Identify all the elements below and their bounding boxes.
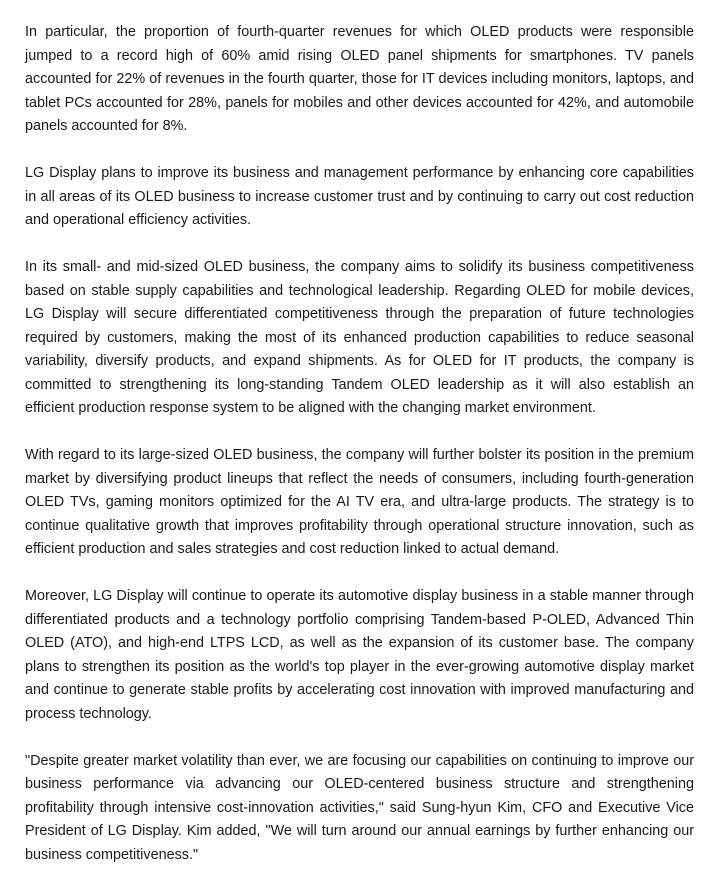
- article-body: [25, 21, 694, 867]
- paragraph-automotive: Moreover, LG Display will continue to operate its automotive display business in a stable manner through differentiated products and a technology portfolio comprising Tandem-based P-OLED, Advanced Thin OLED (ATO), and high-end LTPS LCD, as well as the expansion of its customer base. The company plans to strengthen its position as the world's top player in the ever-growing automotive display market and continue to generate stable profits by accelerating cost innovation with improved manufacturing and process technology.: [25, 588, 694, 722]
- paragraph-small-mid-oled: In its small- and mid-sized OLED business, the company aims to solidify its business competitiveness based on stable supply capabilities and technological leadership. Regarding OLED for mobile devices, LG Display will secure differentiated competitiveness through the preparation of future technologies required by customers, making the most of its enhanced production capabilities to reduce seasonal variability, diversify products, and expand shipments. As for OLED for IT products, the company is committed to strengthening its long-standing Tandem OLED leadership as it will also establish an efficient production response system to be aligned with the changing market environment.: [25, 259, 694, 416]
- paragraph-large-oled: With regard to its large-sized OLED business, the company will further bolster its position in the premium market by diversifying product lineups that reflect the needs of consumers, including fourth-generation OLED TVs, gaming monitors optimized for the AI TV era, and ultra-large products. The strategy is to continue qualitative growth that improves profitability through operational structure innovation, such as efficient production and sales strategies and cost reduction linked to actual demand.: [25, 447, 694, 557]
- paragraph-revenue-breakdown: In particular, the proportion of fourth-quarter revenues for which OLED products were responsible jumped to a record high of 60% amid rising OLED panel shipments for smartphones. TV panels accounted for 22% of revenues in the fourth quarter, those for IT devices including monitors, laptops, and tablet PCs accounted for 28%, panels for mobiles and other devices accounted for 42%, and automobile panels accounted for 8%.: [25, 24, 694, 134]
- paragraph-business-plans: LG Display plans to improve its business and management performance by enhancing core capabilities in all areas of its OLED business to increase customer trust and by continuing to carry out cost reduction and operational efficiency activities.: [25, 165, 694, 228]
- paragraph-cfo-quote: "Despite greater market volatility than ever, we are focusing our capabilities on continuing to improve our business performance via advancing our OLED-centered business structure and strengthening profitability through intensive cost-innovation activities," said Sung-hyun Kim, CFO and Executive Vice President of LG Display. Kim added, "We will turn around our annual earnings by further enhancing our business competitiveness.": [25, 752, 694, 863]
